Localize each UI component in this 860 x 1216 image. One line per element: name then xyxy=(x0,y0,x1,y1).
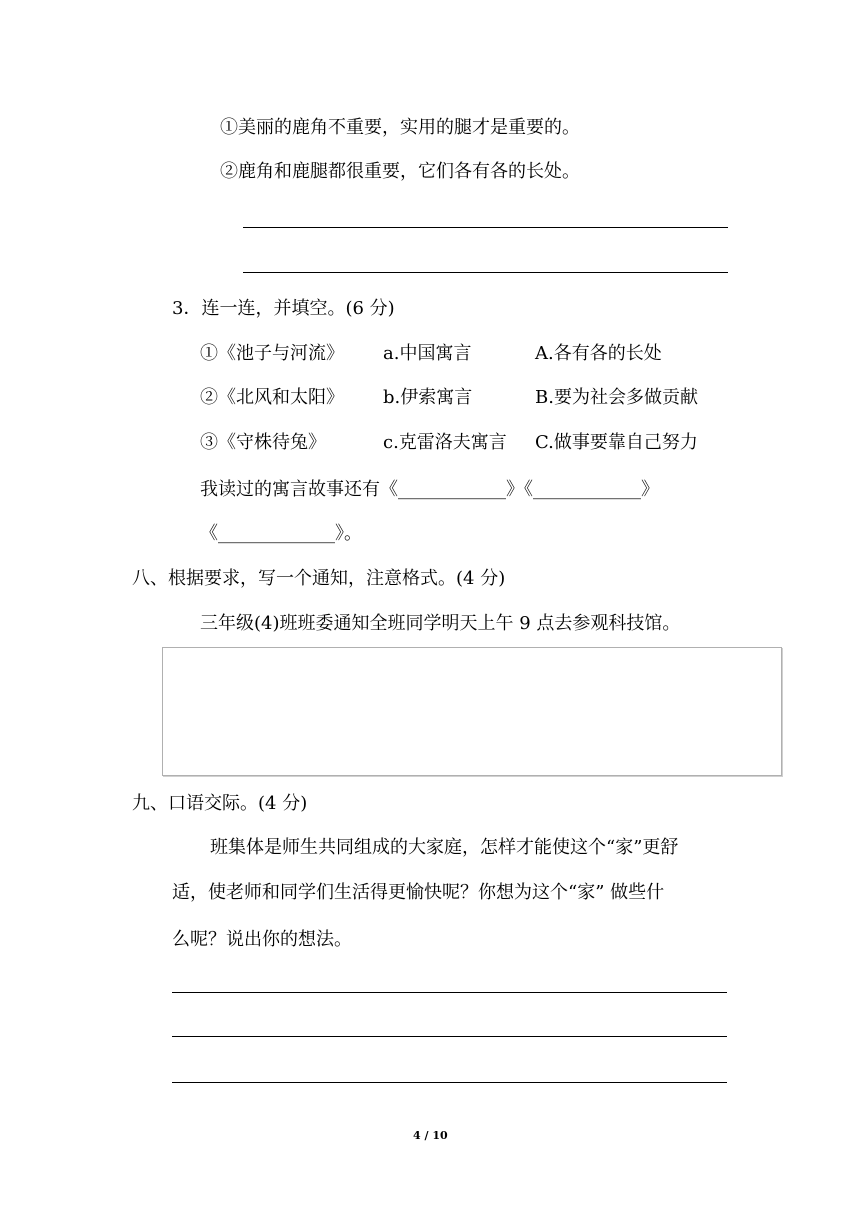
match-title-3[interactable]: ③《守株待兔》 xyxy=(200,432,326,453)
match-meaning-1[interactable]: A.各有各的长处 xyxy=(535,343,662,364)
answer-line-5[interactable] xyxy=(172,1082,727,1083)
option-2-text: ②鹿角和鹿腿都很重要，它们各有各的长处。 xyxy=(220,161,580,182)
fill-in-line-1[interactable]: 我读过的寓言故事还有《____________》《____________》 xyxy=(200,479,659,500)
option-1-text: ①美丽的鹿角不重要，实用的腿才是重要的。 xyxy=(220,117,580,138)
answer-line-1[interactable] xyxy=(243,227,728,228)
fill-in-line-2[interactable]: 《_____________》。 xyxy=(200,523,362,544)
page-number: 4 / 10 xyxy=(413,1129,448,1142)
match-title-2[interactable]: ②《北风和太阳》 xyxy=(200,387,344,408)
section-9-paragraph-line-1: 班集体是师生共同组成的大家庭，怎样才能使这个“家”更舒 xyxy=(210,837,679,858)
section-8-heading: 八、根据要求，写一个通知，注意格式。(4 分) xyxy=(132,568,506,589)
match-meaning-2[interactable]: B.要为社会多做贡献 xyxy=(535,387,698,408)
q3-heading: 3．连一连，并填空。(6 分) xyxy=(172,298,395,319)
match-source-2[interactable]: b.伊索寓言 xyxy=(383,387,473,408)
match-title-1[interactable]: ①《池子与河流》 xyxy=(200,343,344,364)
section-9-paragraph-line-3: 么呢？说出你的想法。 xyxy=(172,929,352,950)
answer-line-2[interactable] xyxy=(243,272,728,273)
match-meaning-3[interactable]: C.做事要靠自己努力 xyxy=(535,432,698,453)
answer-line-3[interactable] xyxy=(172,992,727,993)
notice-writing-box[interactable] xyxy=(162,647,782,776)
match-source-3[interactable]: c.克雷洛夫寓言 xyxy=(383,432,507,453)
answer-line-4[interactable] xyxy=(172,1036,727,1037)
match-source-1[interactable]: a.中国寓言 xyxy=(383,343,472,364)
section-9-paragraph-line-2: 适，使老师和同学们生活得更愉快呢？你想为这个“家” 做些什 xyxy=(172,882,665,903)
section-9-heading: 九、口语交际。(4 分) xyxy=(132,793,308,814)
section-8-prompt: 三年级(4)班班委通知全班同学明天上午 9 点去参观科技馆。 xyxy=(200,613,681,634)
